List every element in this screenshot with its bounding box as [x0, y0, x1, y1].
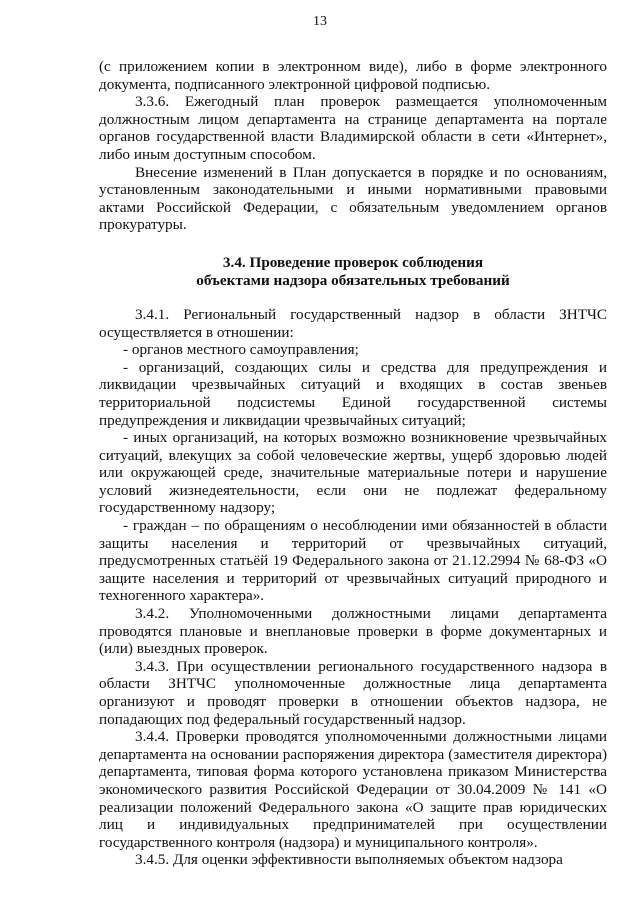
document-body: [99, 58, 607, 869]
paragraph-3-4-5: 3.4.5. Для оценки эффективности выполняемых объектом надзора: [135, 851, 563, 869]
paragraph-3-3-6: 3.3.6. Ежегодный план проверок размещается уполномоченным должностным лицом департамента на странице департамента на портале органов государственной власти Владимирской области в сети «Интернет», либо иным доступным способом.: [99, 93, 607, 163]
section-title-line-1: 3.4. Проведение проверок соблюдения: [222, 253, 484, 271]
paragraph-continuation: (с приложением копии в электронном виде), либо в форме электронного документа, подписанного электронной цифровой подписью.: [99, 58, 607, 93]
paragraph-3-4-3: 3.4.3. При осуществлении регионального государственного надзора в области ЗНТЧС уполномоченные должностные лица департамента организуют и проводят проверки в отношении объектов надзора, не попадающих под федеральный государственный надзор.: [99, 657, 607, 728]
paragraph-3-4-1: 3.4.1. Региональный государственный надзор в области ЗНТЧС осуществляется в отношении:: [99, 305, 607, 341]
paragraph-plan-changes: Внесение изменений в План допускается в порядке и по основаниям, установленным законодательными и иными нормативными правовыми актами Российской Федерации, с обязательным уведомлением органов прокуратуры.: [99, 163, 607, 234]
list-item: - организаций, создающих силы и средства для предупреждения и ликвидации чрезвычайных ситуаций и входящих в состав звеньев территориальной подсистемы Единой государственной системы предупреждения и ликвидации чрезвычайных ситуаций;: [99, 358, 607, 429]
list-item: - органов местного самоуправления;: [123, 341, 359, 359]
list-item: - граждан – по обращениям о несоблюдении ими обязанностей в области защиты населения и территорий от чрезвычайных ситуаций, предусмотренных статьёй 19 Федерального закона от 21.12.2994 № 68-ФЗ «О защите населения и территорий от чрезвычайных ситуаций природного и техногенного характера».: [99, 517, 607, 605]
section-title-line-2: объектами надзора обязательных требований: [196, 271, 510, 289]
paragraph-3-4-2: 3.4.2. Уполномоченными должностными лицами департамента проводятся плановые и внеплановые проверки в форме документарных и (или) выездных проверок.: [99, 605, 607, 658]
page-number: 13: [313, 14, 327, 29]
list-item: - иных организаций, на которых возможно возникновение чрезвычайных ситуаций, влекущих за собой человеческие жертвы, ущерб здоровью людей или окружающей среде, значительные материальные потери и нарушение условий жизнедеятельности, если они не подлежат федеральному государственному надзору;: [99, 429, 607, 517]
section-heading: [99, 254, 607, 290]
paragraph-3-4-4: 3.4.4. Проверки проводятся уполномоченными должностными лицами департамента на основании распоряжения директора (заместителя директора) департамента, типовая форма которого установлена приказом Министерства экономического развития Российской Федерации от 30.04.2009 № 141 «О реализации положений Федерального закона «О защите прав юридических лиц и индивидуальных предпринимателей при осуществлении государственного контроля (надзора) и муниципального контроля».: [99, 728, 607, 851]
